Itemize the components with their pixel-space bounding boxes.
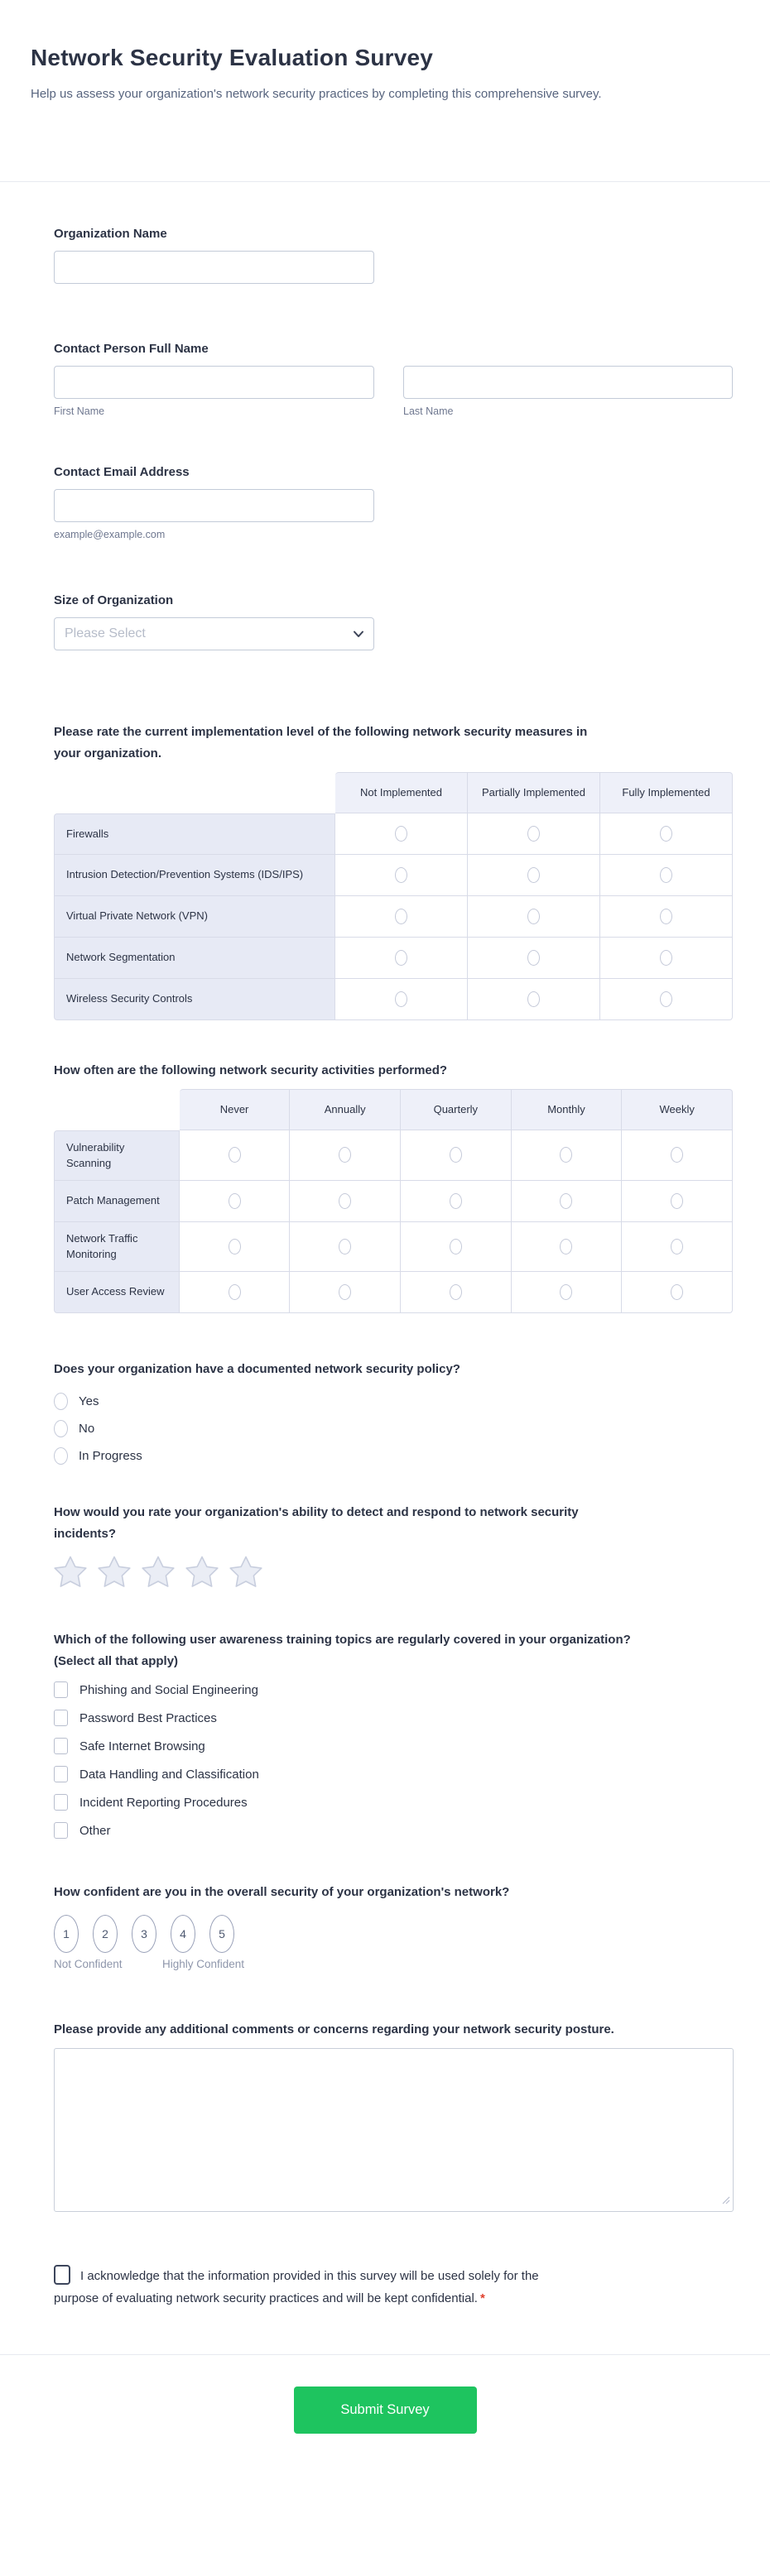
radio-icon[interactable] — [395, 991, 407, 1007]
matrix-radio-cell[interactable] — [335, 896, 468, 938]
form-body — [0, 227, 770, 2477]
star-rating — [54, 1556, 733, 1588]
matrix-row-segmentation — [54, 938, 733, 979]
matrix-radio-cell[interactable] — [468, 855, 600, 896]
matrix-row-wireless — [54, 979, 733, 1020]
scale-option-5[interactable]: 5 — [209, 1915, 234, 1953]
radio-icon[interactable] — [395, 909, 407, 924]
matrix-radio-cell[interactable] — [290, 1272, 401, 1313]
matrix-radio-cell[interactable] — [512, 1272, 623, 1313]
submit-area — [0, 2355, 770, 2477]
policy-option-no[interactable] — [54, 1420, 733, 1437]
checkbox-label: Data Handling and Classification — [79, 1767, 259, 1782]
radio-icon[interactable] — [527, 909, 540, 924]
policy-option-in-progress[interactable] — [54, 1447, 733, 1465]
org-size-selected-value: Please Select — [65, 626, 146, 640]
resize-grip-icon[interactable] — [722, 2194, 730, 2209]
last-name-sublabel: Last Name — [403, 405, 454, 417]
matrix-radio-cell[interactable] — [401, 1272, 512, 1313]
radio-icon[interactable] — [54, 1420, 68, 1437]
matrix-radio-cell[interactable] — [600, 938, 733, 979]
star-icon[interactable] — [142, 1556, 175, 1588]
matrix-row-label: User Access Review — [54, 1272, 180, 1313]
frequency-col-header: Annually — [290, 1089, 401, 1130]
confidence-question: How confident are you in the overall security of your organization's network? — [54, 1885, 510, 1899]
checkbox-icon[interactable] — [54, 1822, 68, 1839]
acknowledgement-text: I acknowledge that the information provided in this survey will be used solely for the purpose of evaluating network security practices and will be kept confidential. — [54, 2269, 539, 2305]
checkbox-icon[interactable] — [54, 1794, 68, 1811]
training-option-incident-reporting[interactable] — [54, 1794, 733, 1811]
radio-icon[interactable] — [395, 826, 407, 842]
matrix-radio-cell[interactable] — [401, 1181, 512, 1222]
radio-icon[interactable] — [339, 1239, 351, 1254]
checkbox-icon[interactable] — [54, 1766, 68, 1782]
matrix-corner-cell — [54, 1089, 180, 1130]
matrix-radio-cell[interactable] — [622, 1130, 733, 1181]
scale-option-2[interactable]: 2 — [93, 1915, 118, 1953]
checkbox-label: Incident Reporting Procedures — [79, 1795, 248, 1810]
organization-name-label: Organization Name — [54, 227, 167, 241]
implementation-matrix — [54, 772, 733, 1020]
org-size-select[interactable] — [54, 617, 374, 650]
radio-icon[interactable] — [339, 1193, 351, 1209]
frequency-question: How often are the following network security activities performed? — [54, 1063, 448, 1077]
matrix-radio-cell[interactable] — [512, 1222, 623, 1272]
acknowledgement — [54, 2265, 546, 2310]
last-name-input[interactable] — [403, 366, 733, 399]
radio-icon[interactable] — [527, 991, 540, 1007]
radio-icon[interactable] — [229, 1147, 241, 1163]
checkbox-label: Password Best Practices — [79, 1710, 217, 1725]
email-input[interactable] — [54, 489, 374, 522]
required-asterisk: * — [479, 2291, 485, 2305]
star-icon[interactable] — [98, 1556, 131, 1588]
radio-icon[interactable] — [560, 1284, 572, 1300]
radio-icon[interactable] — [54, 1447, 68, 1465]
checkbox-icon[interactable] — [54, 2265, 70, 2285]
checkbox-label: Phishing and Social Engineering — [79, 1682, 258, 1697]
frequency-col-header: Weekly — [622, 1089, 733, 1130]
radio-icon[interactable] — [660, 909, 672, 924]
comments-textarea[interactable] — [54, 2048, 734, 2212]
matrix-row-label: Vulnerability Scanning — [54, 1130, 180, 1181]
frequency-col-header: Monthly — [512, 1089, 623, 1130]
matrix-radio-cell[interactable] — [622, 1222, 733, 1272]
matrix-radio-cell[interactable] — [600, 979, 733, 1020]
confidence-scale — [54, 1915, 733, 1974]
matrix-radio-cell[interactable] — [180, 1222, 291, 1272]
radio-icon[interactable] — [229, 1239, 241, 1254]
matrix-radio-cell[interactable] — [468, 896, 600, 938]
matrix-radio-cell[interactable] — [335, 979, 468, 1020]
matrix-radio-cell[interactable] — [290, 1222, 401, 1272]
contact-name-row — [54, 366, 733, 417]
radio-icon[interactable] — [54, 1393, 68, 1410]
radio-icon[interactable] — [229, 1284, 241, 1300]
email-label: Contact Email Address — [54, 465, 190, 479]
matrix-radio-cell[interactable] — [600, 896, 733, 938]
implementation-col-header: Not Implemented — [335, 772, 468, 813]
radio-icon[interactable] — [660, 826, 672, 842]
radio-icon[interactable] — [450, 1147, 462, 1163]
matrix-radio-cell[interactable] — [401, 1222, 512, 1272]
confidence-scale-row — [54, 1915, 733, 1953]
matrix-radio-cell[interactable] — [290, 1181, 401, 1222]
implementation-col-header: Partially Implemented — [468, 772, 600, 813]
training-question: Which of the following user awareness training topics are regularly covered in your organization? (Select all that apply) — [54, 1633, 631, 1668]
radio-icon[interactable] — [671, 1147, 683, 1163]
radio-label: No — [79, 1422, 95, 1436]
radio-icon[interactable] — [450, 1239, 462, 1254]
form-header — [0, 0, 770, 182]
form-title: Network Security Evaluation Survey — [31, 45, 434, 70]
scale-low-label: Not Confident — [54, 1957, 123, 1970]
frequency-matrix-header-row — [54, 1089, 733, 1130]
matrix-radio-cell[interactable] — [512, 1181, 623, 1222]
scale-high-label: Highly Confident — [162, 1957, 245, 1970]
checkbox-label: Other — [79, 1823, 111, 1838]
last-name-col — [403, 366, 733, 417]
radio-icon[interactable] — [560, 1147, 572, 1163]
training-option-data-handling[interactable] — [54, 1766, 733, 1782]
first-name-input[interactable] — [54, 366, 374, 399]
training-option-browsing[interactable] — [54, 1738, 733, 1754]
radio-icon[interactable] — [339, 1284, 351, 1300]
radio-icon[interactable] — [671, 1193, 683, 1209]
email-hint: example@example.com — [54, 529, 166, 540]
matrix-radio-cell[interactable] — [180, 1130, 291, 1181]
radio-icon[interactable] — [671, 1284, 683, 1300]
matrix-row-ids-ips — [54, 855, 733, 896]
star-icon[interactable] — [229, 1556, 262, 1588]
matrix-radio-cell[interactable] — [335, 813, 468, 855]
matrix-row-patch-mgmt — [54, 1181, 733, 1222]
star-icon[interactable] — [185, 1556, 219, 1588]
org-size-select-wrap — [54, 617, 374, 650]
training-options — [54, 1681, 733, 1839]
matrix-radio-cell[interactable] — [468, 938, 600, 979]
radio-icon[interactable] — [450, 1193, 462, 1209]
matrix-radio-cell[interactable] — [600, 813, 733, 855]
policy-question: Does your organization have a documented network security policy? — [54, 1361, 460, 1376]
radio-label: Yes — [79, 1394, 99, 1408]
radio-icon[interactable] — [229, 1193, 241, 1209]
matrix-row-traffic-monitoring — [54, 1222, 733, 1272]
checkbox-label: Safe Internet Browsing — [79, 1739, 205, 1753]
matrix-row-label: Patch Management — [54, 1181, 180, 1222]
matrix-row-access-review — [54, 1272, 733, 1313]
submit-button[interactable]: Submit Survey — [294, 2387, 477, 2434]
radio-icon[interactable] — [527, 950, 540, 966]
frequency-col-header: Never — [180, 1089, 291, 1130]
scale-option-3[interactable]: 3 — [132, 1915, 156, 1953]
policy-options — [54, 1393, 733, 1465]
frequency-col-header: Quarterly — [401, 1089, 512, 1130]
scale-option-1[interactable]: 1 — [54, 1915, 79, 1953]
first-name-col — [54, 366, 374, 417]
radio-icon[interactable] — [660, 867, 672, 883]
matrix-radio-cell[interactable] — [468, 979, 600, 1020]
organization-name-input[interactable] — [54, 251, 374, 284]
matrix-radio-cell[interactable] — [180, 1272, 291, 1313]
matrix-row-vuln-scanning — [54, 1130, 733, 1181]
radio-icon[interactable] — [450, 1284, 462, 1300]
training-option-passwords[interactable] — [54, 1710, 733, 1726]
matrix-radio-cell[interactable] — [290, 1130, 401, 1181]
radio-icon[interactable] — [395, 950, 407, 966]
implementation-question: Please rate the current implementation level of the following network security measures in your organization. — [54, 725, 588, 760]
radio-icon[interactable] — [560, 1193, 572, 1209]
training-option-other[interactable] — [54, 1822, 733, 1839]
radio-icon[interactable] — [527, 867, 540, 883]
radio-icon[interactable] — [660, 991, 672, 1007]
matrix-radio-cell[interactable] — [401, 1130, 512, 1181]
matrix-radio-cell[interactable] — [622, 1181, 733, 1222]
comments-question: Please provide any additional comments or concerns regarding your network security posture. — [54, 2022, 614, 2036]
matrix-row-vpn — [54, 896, 733, 938]
matrix-row-label: Firewalls — [54, 813, 335, 855]
implementation-col-header: Fully Implemented — [600, 772, 733, 813]
radio-icon[interactable] — [660, 950, 672, 966]
matrix-radio-cell[interactable] — [180, 1181, 291, 1222]
radio-icon[interactable] — [671, 1239, 683, 1254]
matrix-corner-cell — [54, 772, 335, 813]
matrix-radio-cell[interactable] — [512, 1130, 623, 1181]
matrix-row-label: Network Segmentation — [54, 938, 335, 979]
checkbox-icon[interactable] — [54, 1738, 68, 1754]
incident-rating-question: How would you rate your organization's ability to detect and respond to network security incidents? — [54, 1505, 579, 1541]
training-option-phishing[interactable] — [54, 1681, 733, 1698]
matrix-radio-cell[interactable] — [335, 855, 468, 896]
radio-icon[interactable] — [560, 1239, 572, 1254]
matrix-row-label: Intrusion Detection/Prevention Systems (IDS/IPS) — [54, 855, 335, 896]
matrix-radio-cell[interactable] — [335, 938, 468, 979]
matrix-row-label: Wireless Security Controls — [54, 979, 335, 1020]
first-name-sublabel: First Name — [54, 405, 105, 417]
scale-option-4[interactable]: 4 — [171, 1915, 195, 1953]
org-size-label: Size of Organization — [54, 593, 174, 607]
policy-option-yes[interactable] — [54, 1393, 733, 1410]
matrix-row-firewalls — [54, 813, 733, 855]
star-icon[interactable] — [54, 1556, 87, 1588]
contact-name-label: Contact Person Full Name — [54, 342, 209, 356]
checkbox-icon[interactable] — [54, 1710, 68, 1726]
form-subtitle: Help us assess your organization's network security practices by completing this comprehensive survey. — [31, 87, 602, 101]
radio-icon[interactable] — [395, 867, 407, 883]
implementation-matrix-header-row — [54, 772, 733, 813]
matrix-radio-cell[interactable] — [468, 813, 600, 855]
matrix-radio-cell[interactable] — [622, 1272, 733, 1313]
chevron-down-icon — [353, 628, 364, 644]
radio-icon[interactable] — [339, 1147, 351, 1163]
checkbox-icon[interactable] — [54, 1681, 68, 1698]
radio-icon[interactable] — [527, 826, 540, 842]
matrix-radio-cell[interactable] — [600, 855, 733, 896]
matrix-row-label: Virtual Private Network (VPN) — [54, 896, 335, 938]
matrix-row-label: Network Traffic Monitoring — [54, 1222, 180, 1272]
frequency-matrix — [54, 1089, 733, 1313]
radio-label: In Progress — [79, 1449, 142, 1463]
